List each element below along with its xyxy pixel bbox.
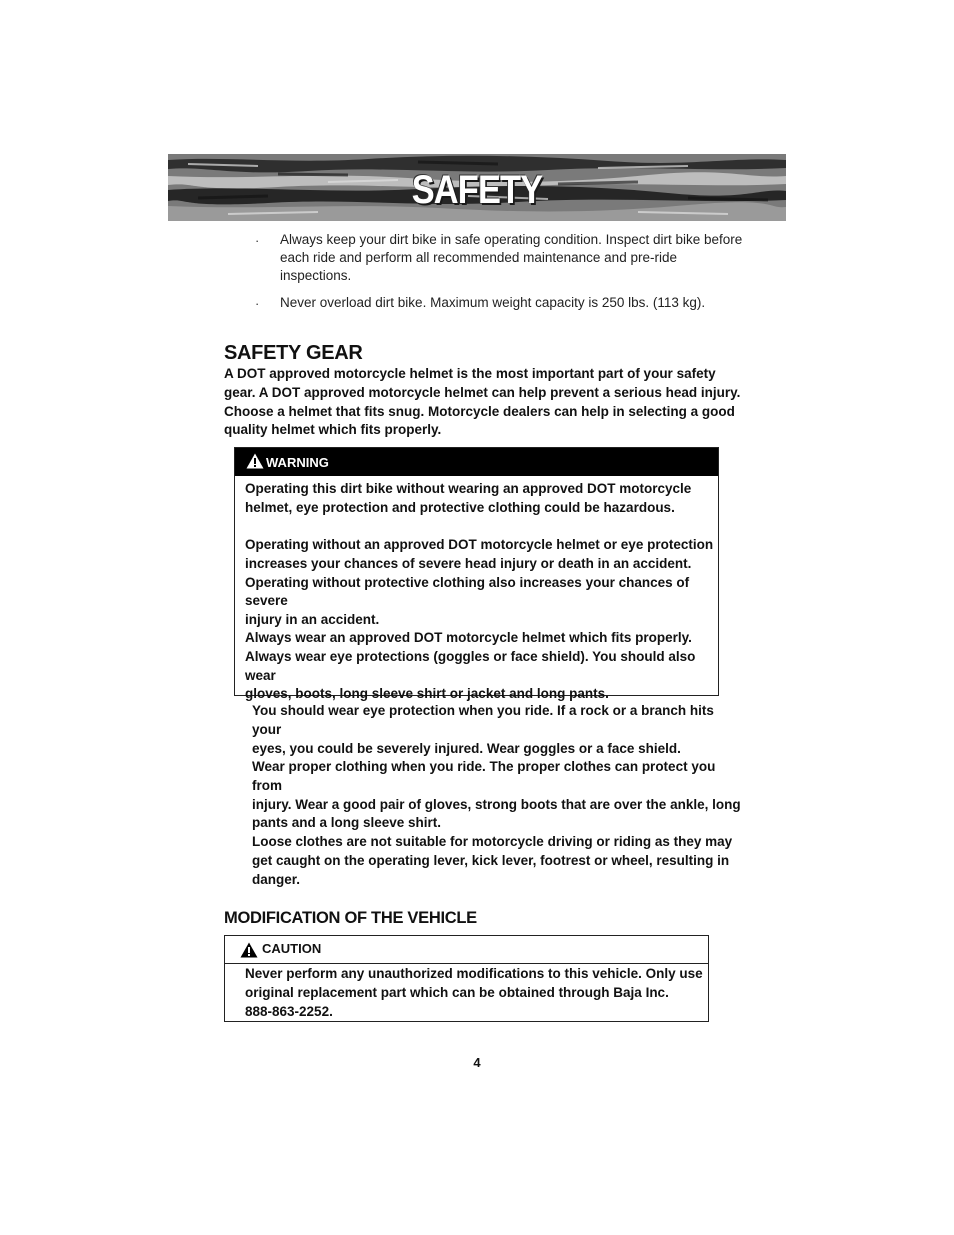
- warning-line: Operating without protective clothing also increases your chances of severe: [245, 574, 690, 609]
- warning-line: helmet, eye protection and protective clothing could be hazardous.: [245, 499, 675, 515]
- bullet-item: [280, 294, 750, 312]
- intro-line: quality helmet which fits properly.: [224, 422, 442, 438]
- bullet-line: each ride and perform all recommended maintenance and pre-ride inspections.: [280, 250, 677, 283]
- caution-line: 888-863-2252.: [245, 1003, 333, 1019]
- bullet-marker: ·: [255, 233, 260, 248]
- caution-line: original replacement part which can be obtained through Baja Inc.: [245, 984, 669, 1000]
- paragraph-line: You should wear eye protection when you ride. If a rock or a branch hits your: [252, 703, 714, 737]
- section-heading-modification: MODIFICATION OF THE VEHICLE: [224, 909, 477, 927]
- warning-paragraph: [245, 480, 715, 518]
- intro-line: A DOT approved motorcycle helmet is the most important part of your safety: [224, 366, 716, 381]
- safety-gear-intro: [224, 365, 744, 440]
- warning-triangle-icon: [240, 942, 258, 958]
- page-number: 4: [473, 1055, 481, 1070]
- loose-clothes-paragraph: [252, 833, 742, 889]
- bullet-item: [280, 231, 750, 285]
- warning-paragraph: [245, 536, 715, 630]
- caution-box: [224, 935, 709, 1022]
- caution-label: CAUTION: [262, 941, 322, 956]
- paragraph-line: Loose clothes are not suitable for motorcycle driving or riding as they may: [252, 834, 733, 849]
- paragraph-line: get caught on the operating lever, kick lever, footrest or wheel, resulting in: [252, 852, 730, 868]
- warning-line: injury in an accident.: [245, 612, 380, 628]
- caution-line: Never perform any unauthorized modifications to this vehicle. Only use: [245, 966, 703, 981]
- intro-line: Choose a helmet that fits snug. Motorcycle dealers can help in selecting a good: [224, 403, 735, 419]
- warning-line: Operating this dirt bike without wearing an approved DOT motorcycle: [245, 481, 692, 496]
- paragraph-line: injury. Wear a good pair of gloves, strong boots that are over the ankle, long: [252, 796, 741, 812]
- paragraph-line: danger.: [252, 871, 301, 887]
- intro-line: gear. A DOT approved motorcycle helmet can help prevent a serious head injury.: [224, 384, 741, 400]
- section-banner: [168, 154, 786, 221]
- bullet-marker: ·: [255, 296, 260, 311]
- bullet-line: Never overload dirt bike. Maximum weight capacity is 250 lbs. (113 kg).: [280, 295, 706, 310]
- caution-paragraph: [245, 965, 705, 1021]
- bullet-line: Always keep your dirt bike in safe operating condition. Inspect dirt bike before: [280, 232, 743, 247]
- warning-line: Always wear eye protections (goggles or face shield). You should also wear: [245, 648, 696, 683]
- caution-header: [225, 936, 708, 964]
- paragraph-line: Wear proper clothing when you ride. The proper clothes can protect you from: [252, 759, 716, 793]
- warning-label: WARNING: [266, 455, 329, 470]
- warning-box: [234, 447, 719, 702]
- paragraph-line: pants and a long sleeve shirt.: [252, 815, 442, 831]
- warning-header: [235, 448, 718, 476]
- warning-line: gloves, boots, long sleeve shirt or jacket and long pants.: [245, 686, 609, 702]
- paragraph-line: eyes, you could be severely injured. Wear goggles or a face shield.: [252, 740, 681, 756]
- eye-protection-paragraph: [252, 702, 742, 758]
- warning-line: Always wear an approved DOT motorcycle helmet which fits properly.: [245, 630, 692, 645]
- warning-line: increases your chances of severe head injury or death in an accident.: [245, 555, 692, 571]
- section-heading-safety-gear: SAFETY GEAR: [224, 342, 363, 364]
- page-title: SAFETY: [411, 168, 543, 212]
- warning-triangle-icon: [246, 453, 264, 469]
- warning-paragraph: [245, 629, 715, 704]
- warning-line: Operating without an approved DOT motorcycle helmet or eye protection: [245, 537, 714, 552]
- clothing-paragraph: [252, 758, 742, 833]
